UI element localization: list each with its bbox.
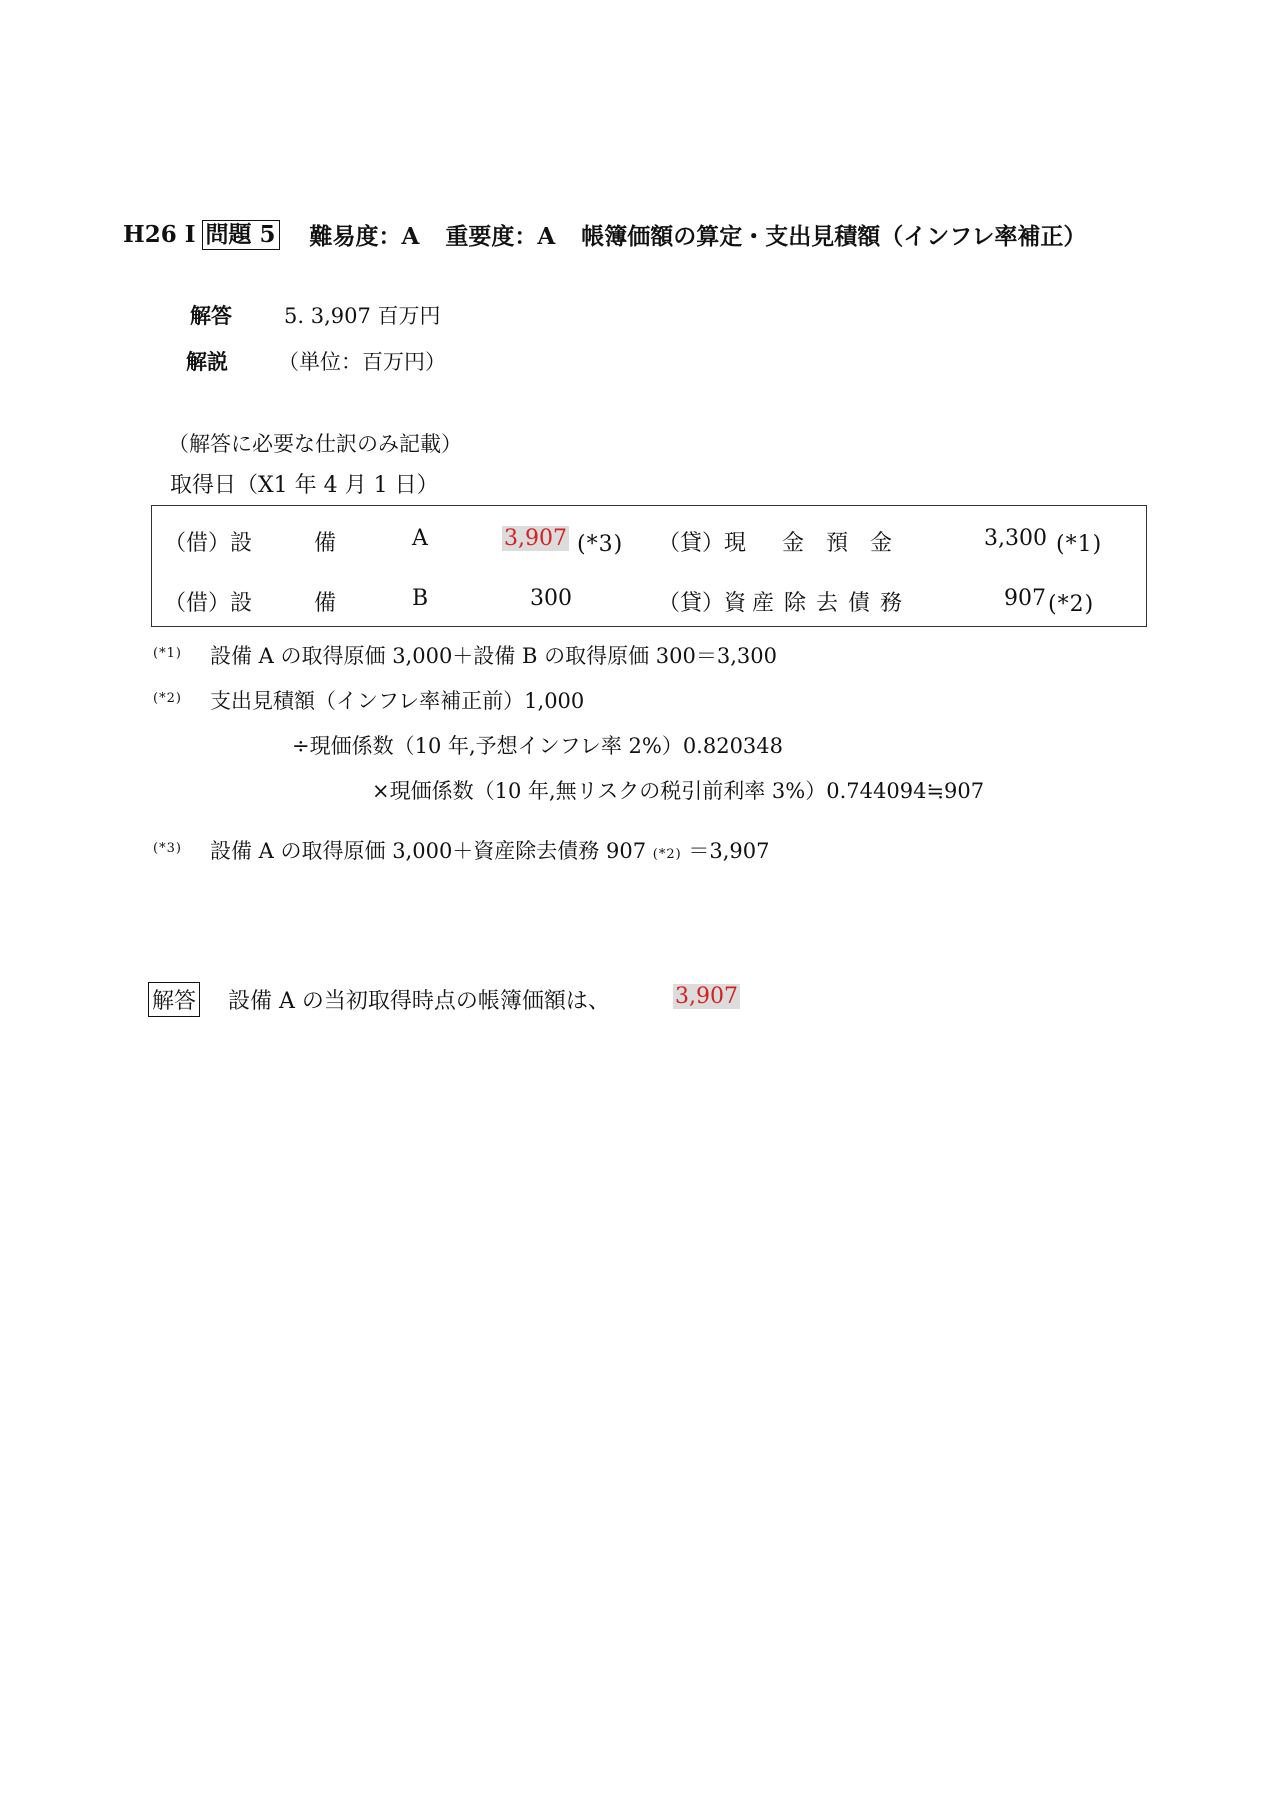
unit-note: （単位：百万円）	[278, 350, 446, 374]
note-2-text: 支出見積額（インフレ率補正前）1,000	[210, 689, 585, 713]
journal-note: （解答に必要な仕訳のみ記載）	[168, 432, 462, 456]
note-3-ref: (*3)	[153, 841, 182, 856]
conclusion-value: 3,907	[675, 984, 738, 1009]
debit-amount: 300	[530, 586, 572, 611]
difficulty: 難易度：A	[309, 223, 420, 250]
journal-entry-box	[151, 505, 1147, 627]
note-2-ref: (*2)	[153, 691, 182, 706]
debit-account-suffix: B	[412, 586, 429, 611]
credit-ref: (*1)	[1056, 532, 1103, 557]
debit-label: （借）設	[164, 531, 253, 556]
note-1-ref: (*1)	[153, 646, 182, 661]
debit-account-suffix: A	[412, 526, 428, 551]
note-3-inner-ref: (*2)	[652, 847, 682, 862]
answer-value: 5. 3,907 百万円	[284, 304, 441, 328]
debit-amount: 3,907	[504, 526, 567, 551]
note-1-text: 設備 A の取得原価 3,000＋設備 B の取得原価 300＝3,300	[210, 644, 777, 668]
debit-account-mid: 備	[314, 591, 337, 616]
debit-label: （借）設	[164, 591, 253, 616]
note-3-text-a: 設備 A の取得原価 3,000＋資産除去債務 907	[210, 839, 647, 863]
credit-amount: 3,300	[984, 526, 1047, 551]
note-2-line3: ×現価係数（10 年,無リスクの税引前利率 3%）0.744094≒907	[372, 779, 985, 803]
note-3-text-b: ＝3,907	[688, 839, 770, 863]
page-title	[123, 218, 1086, 251]
credit-ref: (*2)	[1048, 592, 1095, 617]
conclusion-label: 解答	[148, 982, 200, 1017]
answer-label: 解答	[190, 303, 232, 328]
credit-amount: 907	[1004, 586, 1046, 611]
topic: 帳簿価額の算定・支出見積額（インフレ率補正）	[581, 223, 1087, 250]
note-2-line2: ÷現価係数（10 年,予想インフレ率 2%）0.820348	[292, 734, 784, 758]
credit-account: 産除去債務	[752, 591, 913, 616]
importance: 重要度：A	[445, 223, 556, 250]
credit-label: （貸）資	[658, 591, 747, 616]
explanation-label: 解説	[186, 349, 228, 374]
debit-account-mid: 備	[314, 531, 337, 556]
exam-prefix: H26 I	[123, 221, 196, 248]
conclusion-text: 設備 A の当初取得時点の帳簿価額は、	[228, 989, 610, 1014]
note-3-text	[210, 835, 770, 865]
problem-number: 問題 5	[202, 220, 280, 250]
debit-ref: (*3)	[577, 532, 624, 557]
credit-account: 金 預 金	[782, 531, 893, 556]
acquisition-date: 取得日（X1 年 4 月 1 日）	[170, 473, 439, 498]
credit-label: （貸）現	[658, 531, 747, 556]
